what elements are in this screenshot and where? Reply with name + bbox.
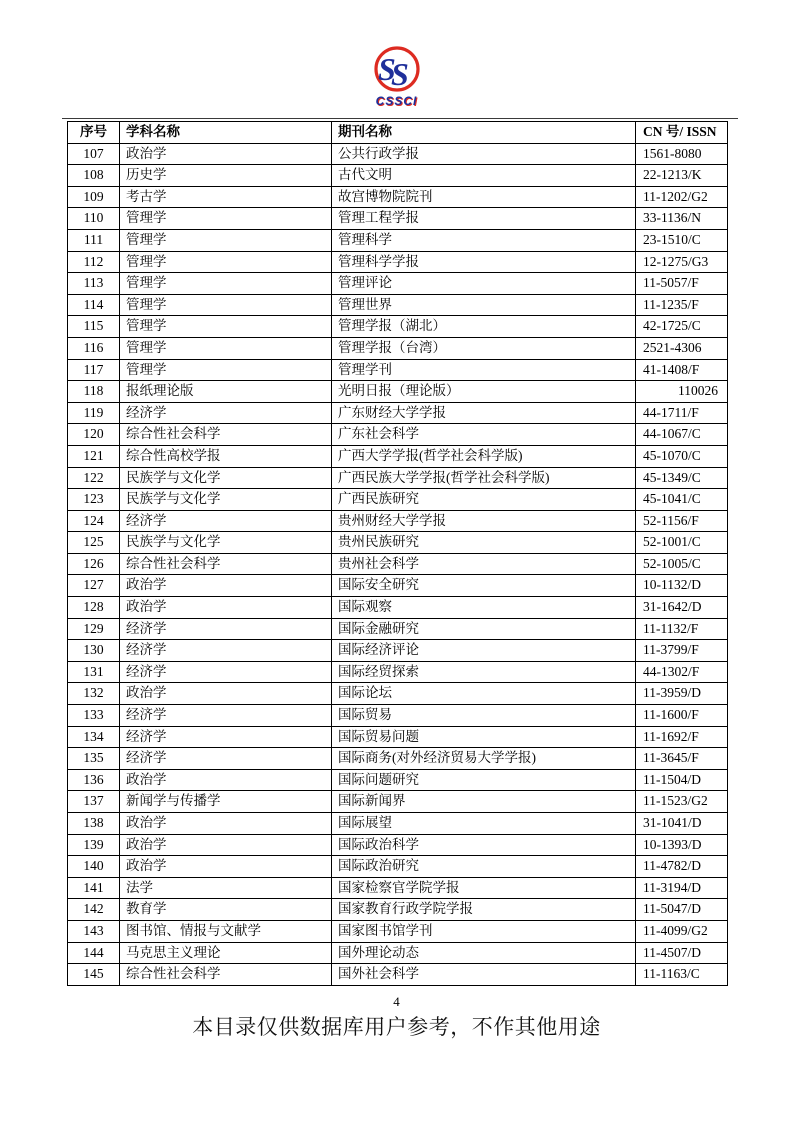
- cell-journal: 故宫博物院院刊: [332, 186, 636, 208]
- cell-index: 109: [68, 186, 120, 208]
- cell-index: 124: [68, 510, 120, 532]
- cssci-logo-text: CSSCI: [375, 94, 418, 108]
- cell-index: 132: [68, 683, 120, 705]
- cell-cn-issn: 31-1642/D: [636, 597, 728, 619]
- cell-index: 128: [68, 597, 120, 619]
- cell-index: 141: [68, 877, 120, 899]
- table-row: [68, 899, 728, 921]
- cell-subject: 综合性社会科学: [120, 424, 332, 446]
- table-row: [68, 640, 728, 662]
- cell-journal: 光明日报（理论版）: [332, 381, 636, 403]
- cell-journal: 贵州民族研究: [332, 532, 636, 554]
- cell-subject: 管理学: [120, 294, 332, 316]
- cell-cn-issn: 11-3959/D: [636, 683, 728, 705]
- cell-cn-issn: 11-3645/F: [636, 748, 728, 770]
- table-row: [68, 186, 728, 208]
- cell-journal: 管理学报（台湾）: [332, 337, 636, 359]
- cell-index: 110: [68, 208, 120, 230]
- cell-index: 130: [68, 640, 120, 662]
- cell-subject: 管理学: [120, 337, 332, 359]
- cell-cn-issn: 11-5057/F: [636, 273, 728, 295]
- cell-journal: 广东社会科学: [332, 424, 636, 446]
- cell-subject: 管理学: [120, 316, 332, 338]
- table-row: [68, 877, 728, 899]
- cell-index: 111: [68, 229, 120, 251]
- cell-index: 119: [68, 402, 120, 424]
- cell-journal: 国外理论动态: [332, 942, 636, 964]
- cell-subject: 经济学: [120, 618, 332, 640]
- logo-letter-s1: S: [377, 51, 396, 87]
- cell-cn-issn: 11-4507/D: [636, 942, 728, 964]
- table-row: [68, 705, 728, 727]
- cell-cn-issn: 44-1067/C: [636, 424, 728, 446]
- cell-index: 140: [68, 856, 120, 878]
- cell-cn-issn: 31-1041/D: [636, 813, 728, 835]
- cell-subject: 经济学: [120, 402, 332, 424]
- table-row: [68, 553, 728, 575]
- cell-journal: 管理学刊: [332, 359, 636, 381]
- cell-cn-issn: 11-3194/D: [636, 877, 728, 899]
- cell-subject: 民族学与文化学: [120, 467, 332, 489]
- table-row: [68, 337, 728, 359]
- table-row: [68, 618, 728, 640]
- cell-index: 122: [68, 467, 120, 489]
- cell-cn-issn: 10-1393/D: [636, 834, 728, 856]
- table-row: [68, 532, 728, 554]
- cell-cn-issn: 1561-8080: [636, 143, 728, 165]
- cell-subject: 经济学: [120, 661, 332, 683]
- cell-journal: 管理学报（湖北）: [332, 316, 636, 338]
- cell-subject: 经济学: [120, 748, 332, 770]
- cell-subject: 报纸理论版: [120, 381, 332, 403]
- table-row: [68, 273, 728, 295]
- col-header-subject: 学科名称: [120, 122, 332, 144]
- page-number: 4: [393, 994, 400, 1009]
- cell-journal: 国际观察: [332, 597, 636, 619]
- cell-subject: 综合性社会科学: [120, 553, 332, 575]
- cell-cn-issn: 11-1202/G2: [636, 186, 728, 208]
- cell-index: 116: [68, 337, 120, 359]
- cell-journal: 国际安全研究: [332, 575, 636, 597]
- cell-cn-issn: 11-3799/F: [636, 640, 728, 662]
- cell-subject: 政治学: [120, 813, 332, 835]
- cell-cn-issn: 42-1725/C: [636, 316, 728, 338]
- cell-journal: 管理工程学报: [332, 208, 636, 230]
- cell-journal: 国际贸易: [332, 705, 636, 727]
- cell-index: 137: [68, 791, 120, 813]
- cell-index: 134: [68, 726, 120, 748]
- cell-index: 144: [68, 942, 120, 964]
- cell-cn-issn: 45-1349/C: [636, 467, 728, 489]
- cell-cn-issn: 11-1235/F: [636, 294, 728, 316]
- cell-cn-issn: 11-1692/F: [636, 726, 728, 748]
- cell-subject: 综合性高校学报: [120, 445, 332, 467]
- col-header-journal: 期刊名称: [332, 122, 636, 144]
- cell-journal: 贵州财经大学学报: [332, 510, 636, 532]
- cell-index: 114: [68, 294, 120, 316]
- cell-subject: 图书馆、情报与文献学: [120, 920, 332, 942]
- cell-cn-issn: 33-1136/N: [636, 208, 728, 230]
- table-row: [68, 229, 728, 251]
- cell-index: 131: [68, 661, 120, 683]
- cell-journal: 管理科学学报: [332, 251, 636, 273]
- cell-journal: 国际经济评论: [332, 640, 636, 662]
- cell-journal: 广东财经大学学报: [332, 402, 636, 424]
- table-row: [68, 359, 728, 381]
- table-row: [68, 597, 728, 619]
- cell-subject: 管理学: [120, 273, 332, 295]
- cell-journal: 国际贸易问题: [332, 726, 636, 748]
- table-row: [68, 748, 728, 770]
- cell-index: 139: [68, 834, 120, 856]
- cell-index: 145: [68, 964, 120, 986]
- cell-cn-issn: 2521-4306: [636, 337, 728, 359]
- cell-subject: 民族学与文化学: [120, 489, 332, 511]
- cell-subject: 政治学: [120, 575, 332, 597]
- cell-subject: 历史学: [120, 165, 332, 187]
- cell-cn-issn: 22-1213/K: [636, 165, 728, 187]
- cell-subject: 政治学: [120, 143, 332, 165]
- cell-cn-issn: 11-1504/D: [636, 769, 728, 791]
- cell-index: 120: [68, 424, 120, 446]
- cell-subject: 经济学: [120, 510, 332, 532]
- table-row: [68, 769, 728, 791]
- cell-journal: 广西大学学报(哲学社会科学版): [332, 445, 636, 467]
- cell-index: 143: [68, 920, 120, 942]
- cell-journal: 国际商务(对外经济贸易大学学报): [332, 748, 636, 770]
- top-rule: [62, 118, 738, 119]
- cell-cn-issn: 110026: [636, 381, 728, 403]
- cell-subject: 管理学: [120, 208, 332, 230]
- cell-journal: 国际展望: [332, 813, 636, 835]
- table-row: [68, 489, 728, 511]
- cell-cn-issn: 45-1041/C: [636, 489, 728, 511]
- cell-cn-issn: 44-1302/F: [636, 661, 728, 683]
- cell-journal: 国际金融研究: [332, 618, 636, 640]
- cell-cn-issn: 11-5047/D: [636, 899, 728, 921]
- table-row: [68, 424, 728, 446]
- journal-table: [67, 121, 728, 986]
- cell-index: 125: [68, 532, 120, 554]
- cell-subject: 综合性社会科学: [120, 964, 332, 986]
- table-row: [68, 402, 728, 424]
- table-row: [68, 856, 728, 878]
- cell-subject: 民族学与文化学: [120, 532, 332, 554]
- cell-subject: 法学: [120, 877, 332, 899]
- table-row: [68, 575, 728, 597]
- cell-journal: 国际政治研究: [332, 856, 636, 878]
- table-row: [68, 251, 728, 273]
- cssci-logo: [0, 44, 793, 107]
- cell-subject: 政治学: [120, 683, 332, 705]
- cell-journal: 贵州社会科学: [332, 553, 636, 575]
- cell-journal: 管理世界: [332, 294, 636, 316]
- cell-cn-issn: 52-1005/C: [636, 553, 728, 575]
- cell-journal: 国际新闻界: [332, 791, 636, 813]
- cell-subject: 政治学: [120, 834, 332, 856]
- cell-subject: 经济学: [120, 705, 332, 727]
- cell-index: 113: [68, 273, 120, 295]
- cell-index: 108: [68, 165, 120, 187]
- cell-index: 133: [68, 705, 120, 727]
- cell-subject: 经济学: [120, 726, 332, 748]
- cell-cn-issn: 12-1275/G3: [636, 251, 728, 273]
- col-header-cn-issn: CN 号/ ISSN: [636, 122, 728, 144]
- cell-journal: 国际问题研究: [332, 769, 636, 791]
- cell-subject: 新闻学与传播学: [120, 791, 332, 813]
- cssci-logo-icon: [361, 44, 433, 94]
- cell-cn-issn: 11-1600/F: [636, 705, 728, 727]
- table-row: [68, 942, 728, 964]
- table-header-row: [68, 122, 728, 144]
- cell-cn-issn: 11-1523/G2: [636, 791, 728, 813]
- table-row: [68, 316, 728, 338]
- table-row: [68, 726, 728, 748]
- table-row: [68, 381, 728, 403]
- table-row: [68, 791, 728, 813]
- cell-journal: 广西民族研究: [332, 489, 636, 511]
- cell-journal: 国外社会科学: [332, 964, 636, 986]
- cell-subject: 管理学: [120, 251, 332, 273]
- cell-journal: 国家教育行政学院学报: [332, 899, 636, 921]
- cell-cn-issn: 23-1510/C: [636, 229, 728, 251]
- cell-journal: 国家图书馆学刊: [332, 920, 636, 942]
- cell-cn-issn: 52-1001/C: [636, 532, 728, 554]
- cell-journal: 广西民族大学学报(哲学社会科学版): [332, 467, 636, 489]
- cell-subject: 政治学: [120, 597, 332, 619]
- table-row: [68, 661, 728, 683]
- table-row: [68, 143, 728, 165]
- cell-subject: 政治学: [120, 769, 332, 791]
- cell-journal: 公共行政学报: [332, 143, 636, 165]
- cell-cn-issn: 52-1156/F: [636, 510, 728, 532]
- logo-letter-s2: S: [390, 56, 409, 92]
- cell-index: 115: [68, 316, 120, 338]
- cell-journal: 古代文明: [332, 165, 636, 187]
- table-row: [68, 208, 728, 230]
- cell-index: 117: [68, 359, 120, 381]
- cell-index: 107: [68, 143, 120, 165]
- cell-subject: 教育学: [120, 899, 332, 921]
- cell-index: 112: [68, 251, 120, 273]
- cell-journal: 国际论坛: [332, 683, 636, 705]
- cell-cn-issn: 11-4782/D: [636, 856, 728, 878]
- col-header-index: 序号: [68, 122, 120, 144]
- table-row: [68, 834, 728, 856]
- table-row: [68, 165, 728, 187]
- cell-journal: 管理科学: [332, 229, 636, 251]
- cell-index: 126: [68, 553, 120, 575]
- cell-cn-issn: 11-4099/G2: [636, 920, 728, 942]
- cell-index: 135: [68, 748, 120, 770]
- cell-subject: 管理学: [120, 229, 332, 251]
- cell-cn-issn: 11-1163/C: [636, 964, 728, 986]
- table-row: [68, 920, 728, 942]
- table-row: [68, 683, 728, 705]
- cell-cn-issn: 45-1070/C: [636, 445, 728, 467]
- table-body: [68, 143, 728, 985]
- table-row: [68, 467, 728, 489]
- cell-index: 129: [68, 618, 120, 640]
- table-row: [68, 445, 728, 467]
- cell-subject: 考古学: [120, 186, 332, 208]
- cell-journal: 国际经贸探索: [332, 661, 636, 683]
- table-row: [68, 510, 728, 532]
- cell-index: 136: [68, 769, 120, 791]
- cell-index: 138: [68, 813, 120, 835]
- cell-subject: 管理学: [120, 359, 332, 381]
- cell-journal: 管理评论: [332, 273, 636, 295]
- table-row: [68, 964, 728, 986]
- cell-subject: 经济学: [120, 640, 332, 662]
- table-row: [68, 813, 728, 835]
- cell-journal: 国际政治科学: [332, 834, 636, 856]
- cell-journal: 国家检察官学院学报: [332, 877, 636, 899]
- cell-cn-issn: 44-1711/F: [636, 402, 728, 424]
- cell-cn-issn: 41-1408/F: [636, 359, 728, 381]
- footer-notice: 本目录仅供数据库用户参考，不作其他用途: [192, 1016, 601, 1039]
- cell-index: 142: [68, 899, 120, 921]
- cell-index: 118: [68, 381, 120, 403]
- cell-index: 127: [68, 575, 120, 597]
- cell-subject: 政治学: [120, 856, 332, 878]
- cell-index: 123: [68, 489, 120, 511]
- cell-subject: 马克思主义理论: [120, 942, 332, 964]
- cell-cn-issn: 10-1132/D: [636, 575, 728, 597]
- cell-index: 121: [68, 445, 120, 467]
- table-row: [68, 294, 728, 316]
- cell-cn-issn: 11-1132/F: [636, 618, 728, 640]
